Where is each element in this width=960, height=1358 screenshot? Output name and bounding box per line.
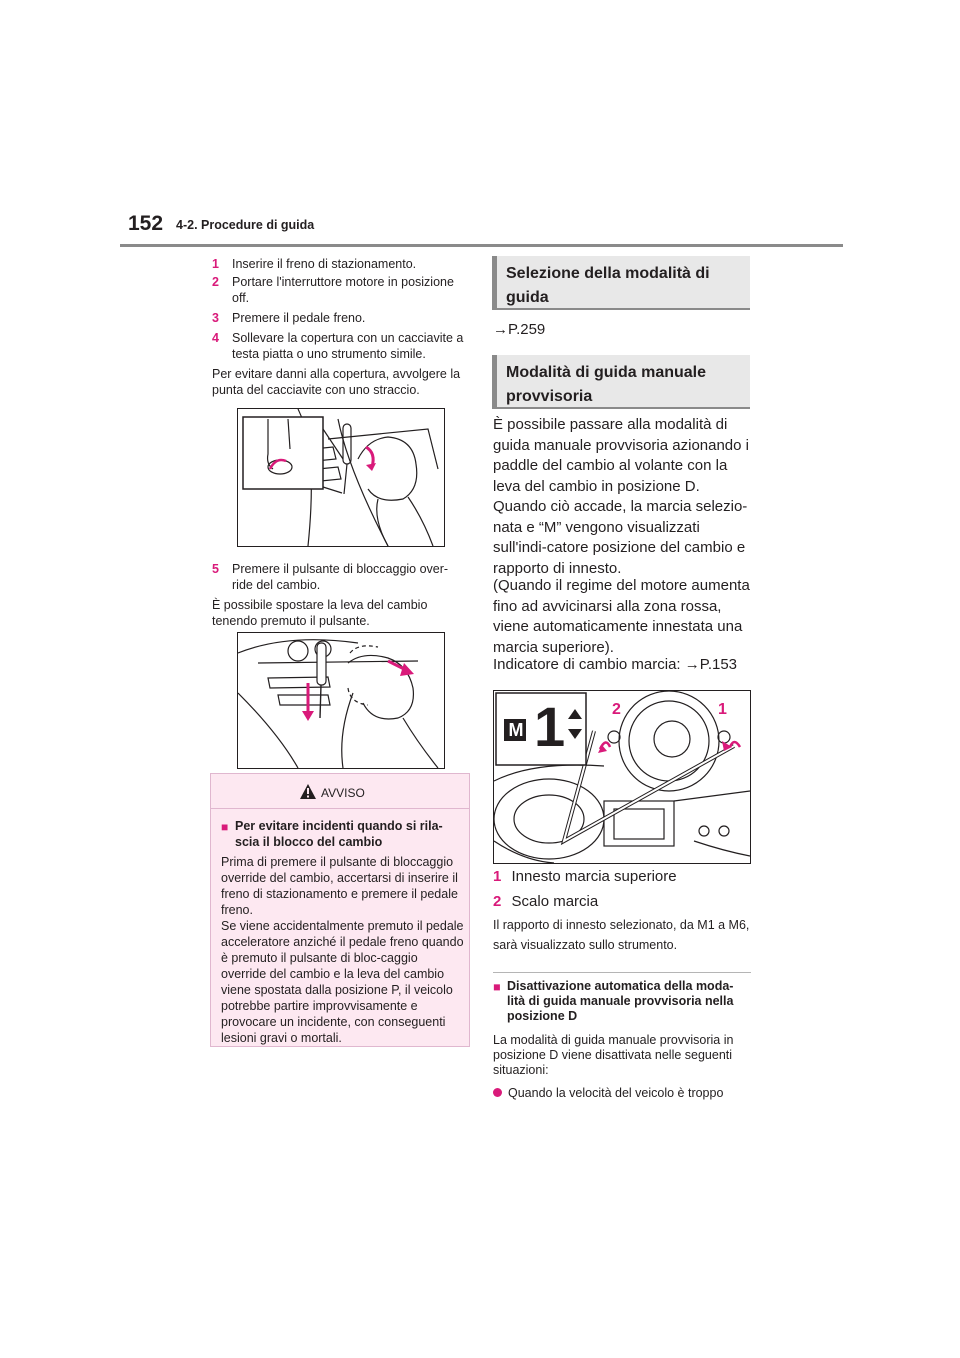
legend-number: 1 bbox=[493, 868, 502, 885]
manual-mode-label: M bbox=[508, 720, 524, 740]
callout-upshift: 1 bbox=[718, 701, 727, 718]
gear-display-note: Il rapporto di innesto selezionato, da M1 a M6, sarà visualizzato sullo strumento. bbox=[493, 918, 750, 952]
square-bullet-icon: ■ bbox=[493, 980, 501, 994]
warning-bullet-text: Per evitare incidenti quando si rila-scia il blocco del cambio bbox=[235, 819, 443, 849]
step-4 bbox=[212, 330, 470, 362]
legend-number: 2 bbox=[493, 893, 502, 910]
step-5 bbox=[212, 561, 470, 593]
step-3 bbox=[212, 310, 470, 326]
step-text: Portare l'interruttore motore in posizione off. bbox=[232, 275, 454, 305]
legend-text: Innesto marcia superiore bbox=[511, 868, 677, 885]
step-2 bbox=[212, 274, 470, 306]
paragraph-upshift: (Quando il regime del motore aumenta fino ad avvicinarsi alla zona rossa, viene automaticamente innestata una marcia superiore). bbox=[493, 577, 750, 656]
legend-item-1 bbox=[493, 867, 755, 888]
step-1 bbox=[212, 256, 470, 272]
dot-list-item bbox=[493, 1086, 749, 1100]
legend-item-2 bbox=[493, 892, 755, 913]
paragraph-cloth-note: Per evitare danni alla copertura, avvolgere la punta del cacciavite con uno straccio. bbox=[212, 367, 461, 397]
paragraph-shift-note: È possibile spostare la leva del cambio tenendo premuto il pulsante. bbox=[212, 598, 428, 628]
legend-text: Scalo marcia bbox=[511, 893, 599, 910]
warning-bullet bbox=[221, 818, 461, 850]
square-bullet-icon: ■ bbox=[221, 820, 229, 834]
page-number: 152 bbox=[128, 212, 164, 235]
step-text: Inserire il freno di stazionamento. bbox=[232, 257, 417, 271]
header-rule bbox=[120, 244, 843, 247]
reference-link[interactable]: →P.259 bbox=[493, 321, 546, 338]
section-separator bbox=[493, 972, 751, 973]
deactivation-heading bbox=[493, 979, 749, 1024]
override-button-illustration bbox=[238, 633, 444, 768]
section-title: 4-2. Procedure di guida bbox=[176, 218, 315, 232]
warning-box bbox=[210, 773, 470, 1047]
gear-number: 1 bbox=[534, 695, 566, 758]
heading-text: Modalità di guida manuale provvisoria bbox=[506, 364, 707, 405]
step-text: Sollevare la copertura con un cacciavite a testa piatta o uno strumento simile. bbox=[232, 331, 464, 361]
heading-manual-mode bbox=[492, 355, 750, 409]
step-number: 2 bbox=[212, 275, 219, 289]
cover-removal-illustration bbox=[238, 409, 444, 546]
step-number: 3 bbox=[212, 311, 219, 325]
warning-triangle-icon bbox=[300, 784, 316, 799]
paragraph-indicator: Quando ciò accade, la marcia selezio-nata e “M” vengono visualizzati sull'indi-catore posizione del cambio e rapporto di innesto. bbox=[493, 498, 748, 577]
figure-override-button bbox=[237, 632, 445, 769]
heading-drive-mode bbox=[492, 256, 750, 310]
heading-text: Selezione della modalità di guida bbox=[506, 265, 710, 306]
dot-bullet-icon bbox=[493, 1088, 502, 1097]
warning-title: AVVISO bbox=[321, 786, 365, 800]
step-text: Premere il pedale freno. bbox=[232, 311, 366, 325]
figure-cover-removal bbox=[237, 408, 445, 547]
step-text: Premere il pulsante di bloccaggio over-ride del cambio. bbox=[232, 562, 449, 592]
callout-downshift: 2 bbox=[612, 701, 621, 718]
paddle-shifters-illustration bbox=[494, 691, 750, 863]
step-number: 4 bbox=[212, 331, 219, 345]
dot-item-text: Quando la velocità del veicolo è troppo bbox=[508, 1086, 724, 1100]
paragraph-paddle: È possibile passare alla modalità di guida manuale provvisoria azionando i paddle del cambio al volante con la leva del cambio in posizione D. bbox=[493, 416, 749, 495]
paragraph-shift-indicator-ref: Indicatore di cambio marcia: →P.153 bbox=[493, 656, 738, 673]
deactivation-heading-text: Disattivazione automatica della moda-lità di guida manuale provvisoria nella posizione D bbox=[507, 979, 734, 1023]
warning-header bbox=[211, 774, 469, 809]
warning-body: Prima di premere il pulsante di bloccaggio override del cambio, accertarsi di inserire il freno di stazionamento e premere il pedale freno. Se viene accidentalmente premuto il pedale acceleratore anziché il pedale freno quando è premuto il pulsante di bloc-caggio override del cambio e la leva del cambio viene spostata dalla posizione P, il veicolo potrebbe partire improvvisamente e provocare un incidente, con conseguenti lesioni gravi o mortali. bbox=[221, 855, 464, 1045]
step-number: 1 bbox=[212, 257, 219, 271]
deactivation-body: La modalità di guida manuale provvisoria in posizione D viene disattivata nelle seguenti situazioni: bbox=[493, 1033, 734, 1077]
step-number: 5 bbox=[212, 562, 219, 576]
figure-paddle-shifters bbox=[493, 690, 751, 864]
